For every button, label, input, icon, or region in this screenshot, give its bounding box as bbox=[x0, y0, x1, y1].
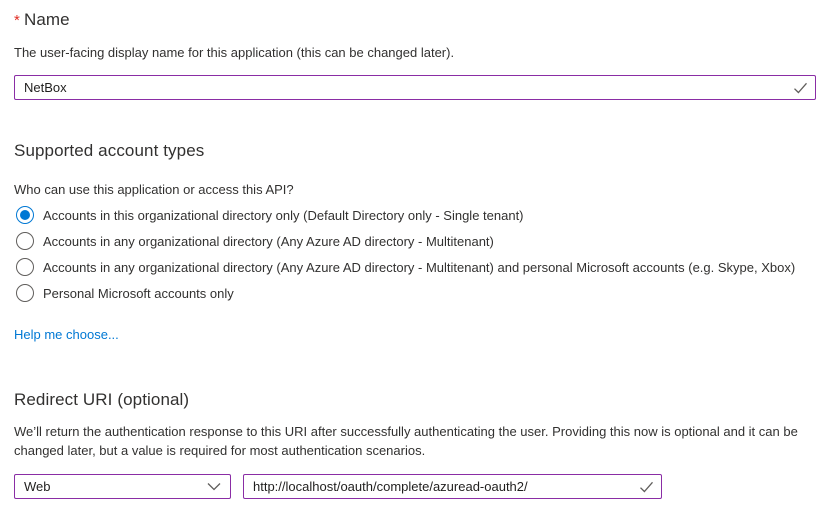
radio-option-personal-only[interactable] bbox=[16, 284, 234, 302]
platform-select[interactable] bbox=[14, 474, 231, 499]
radio-option-label: Accounts in any organizational directory (Any Azure AD directory - Multitenant) and personal Microsoft accounts (e.g. Skype, Xbox) bbox=[43, 259, 796, 275]
redirect-uri-input[interactable] bbox=[243, 474, 662, 499]
radio-button-icon[interactable] bbox=[16, 206, 34, 224]
name-section-title-text: Name bbox=[23, 10, 70, 29]
radio-option-multitenant[interactable] bbox=[16, 232, 494, 250]
platform-select-value: Web bbox=[24, 479, 51, 494]
radio-option-single-tenant[interactable] bbox=[16, 206, 524, 224]
name-description: The user-facing display name for this application (this can be changed later). bbox=[14, 45, 455, 60]
name-input[interactable] bbox=[14, 75, 816, 100]
redirect-uri-section-title: Redirect URI (optional) bbox=[14, 390, 190, 409]
name-input-wrap bbox=[14, 75, 816, 100]
radio-option-label: Accounts in this organizational directory only (Default Directory only - Single tenant) bbox=[43, 207, 524, 223]
required-asterisk: * bbox=[14, 12, 20, 29]
radio-option-label: Accounts in any organizational directory (Any Azure AD directory - Multitenant) bbox=[43, 233, 494, 249]
radio-option-label: Personal Microsoft accounts only bbox=[43, 285, 234, 301]
chevron-down-icon bbox=[207, 482, 221, 491]
account-types-question: Who can use this application or access this API? bbox=[14, 182, 294, 197]
radio-button-icon[interactable] bbox=[16, 284, 34, 302]
radio-button-icon[interactable] bbox=[16, 258, 34, 276]
account-types-section-title: Supported account types bbox=[14, 141, 205, 160]
radio-option-multitenant-personal[interactable] bbox=[16, 258, 795, 276]
name-section-title bbox=[14, 10, 70, 30]
redirect-uri-description: We’ll return the authentication response to this URI after successfully authenticating the user. Providing this now is optional and it can be changed later, but a value is required for most authentication scenarios. bbox=[14, 424, 798, 458]
radio-button-icon[interactable] bbox=[16, 232, 34, 250]
help-me-choose-link[interactable]: Help me choose... bbox=[14, 327, 119, 342]
redirect-uri-input-wrap bbox=[243, 474, 662, 499]
